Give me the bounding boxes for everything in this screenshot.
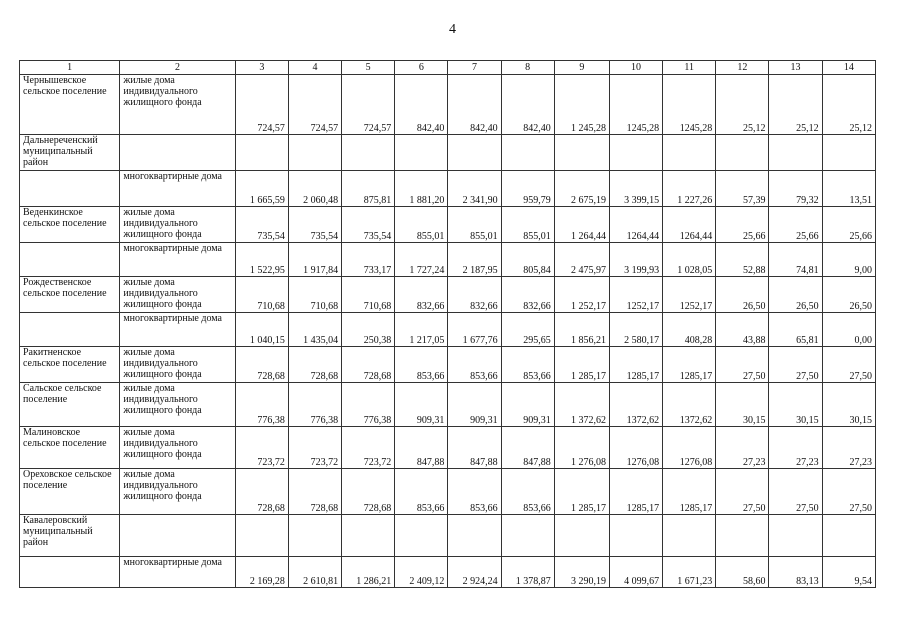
value-cell: 1 245,28 — [554, 75, 609, 135]
value-cell: 79,32 — [769, 171, 822, 207]
value-cell — [235, 515, 288, 557]
value-cell: 724,57 — [235, 75, 288, 135]
table-row — [20, 243, 876, 277]
settlement-name-cell — [20, 313, 120, 347]
value-cell: 3 399,15 — [609, 171, 662, 207]
value-cell: 776,38 — [342, 383, 395, 427]
value-cell: 2 187,95 — [448, 243, 501, 277]
settlement-name-cell — [20, 171, 120, 207]
value-cell: 9,00 — [822, 243, 875, 277]
value-cell — [554, 515, 609, 557]
value-cell: 728,68 — [235, 469, 288, 515]
value-cell: 1 028,05 — [663, 243, 716, 277]
housing-type-cell: многоквартирные дома — [120, 171, 235, 207]
housing-type-cell: многоквартирные дома — [120, 557, 235, 588]
value-cell: 710,68 — [288, 277, 341, 313]
value-cell: 2 169,28 — [235, 557, 288, 588]
value-cell: 1252,17 — [663, 277, 716, 313]
value-cell: 710,68 — [342, 277, 395, 313]
value-cell — [769, 515, 822, 557]
value-cell: 1 040,15 — [235, 313, 288, 347]
settlement-name-cell — [20, 557, 120, 588]
value-cell: 57,39 — [716, 171, 769, 207]
value-cell: 3 290,19 — [554, 557, 609, 588]
value-cell: 30,15 — [769, 383, 822, 427]
value-cell — [448, 135, 501, 171]
value-cell: 13,51 — [822, 171, 875, 207]
value-cell: 842,40 — [395, 75, 448, 135]
value-cell: 1 285,17 — [554, 347, 609, 383]
table-row — [20, 427, 876, 469]
value-cell: 1 881,20 — [395, 171, 448, 207]
table-row — [20, 515, 876, 557]
value-cell: 408,28 — [663, 313, 716, 347]
value-cell: 853,66 — [501, 347, 554, 383]
value-cell: 832,66 — [501, 277, 554, 313]
table-row — [20, 313, 876, 347]
value-cell: 27,50 — [822, 469, 875, 515]
value-cell: 1372,62 — [609, 383, 662, 427]
value-cell: 2 675,19 — [554, 171, 609, 207]
settlement-name-cell: Рождественское сельское поселение — [20, 277, 120, 313]
value-cell: 1 665,59 — [235, 171, 288, 207]
value-cell: 25,12 — [822, 75, 875, 135]
column-header: 9 — [554, 61, 609, 75]
value-cell: 728,68 — [288, 347, 341, 383]
value-cell: 842,40 — [501, 75, 554, 135]
value-cell: 295,65 — [501, 313, 554, 347]
column-header: 8 — [501, 61, 554, 75]
value-cell: 1 286,21 — [342, 557, 395, 588]
settlement-name-cell: Малиновское сельское поселение — [20, 427, 120, 469]
value-cell: 25,12 — [769, 75, 822, 135]
column-header: 13 — [769, 61, 822, 75]
settlement-name-cell: Дальнереченский муниципальный район — [20, 135, 120, 171]
column-header: 3 — [235, 61, 288, 75]
value-cell: 1 264,44 — [554, 207, 609, 243]
value-cell: 74,81 — [769, 243, 822, 277]
value-cell — [716, 135, 769, 171]
column-header: 2 — [120, 61, 235, 75]
value-cell: 1276,08 — [609, 427, 662, 469]
value-cell: 728,68 — [288, 469, 341, 515]
value-cell: 724,57 — [342, 75, 395, 135]
column-header: 10 — [609, 61, 662, 75]
value-cell: 853,66 — [448, 469, 501, 515]
page-number: 4 — [449, 22, 456, 37]
housing-type-cell: многоквартирные дома — [120, 313, 235, 347]
value-cell: 847,88 — [501, 427, 554, 469]
value-cell: 853,66 — [395, 347, 448, 383]
value-cell: 25,66 — [822, 207, 875, 243]
value-cell: 909,31 — [395, 383, 448, 427]
value-cell: 58,60 — [716, 557, 769, 588]
settlement-name-cell: Чернышевское сельское поселение — [20, 75, 120, 135]
value-cell: 2 475,97 — [554, 243, 609, 277]
value-cell: 847,88 — [448, 427, 501, 469]
column-header: 12 — [716, 61, 769, 75]
housing-type-cell: жилые дома индивидуального жилищного фонда — [120, 207, 235, 243]
column-header: 1 — [20, 61, 120, 75]
value-cell: 26,50 — [822, 277, 875, 313]
value-cell: 710,68 — [235, 277, 288, 313]
value-cell — [501, 515, 554, 557]
table-row — [20, 277, 876, 313]
value-cell: 723,72 — [235, 427, 288, 469]
value-cell: 1245,28 — [609, 75, 662, 135]
column-header: 14 — [822, 61, 875, 75]
value-cell: 1 285,17 — [554, 469, 609, 515]
value-cell: 735,54 — [235, 207, 288, 243]
value-cell: 776,38 — [235, 383, 288, 427]
value-cell: 30,15 — [716, 383, 769, 427]
value-cell: 832,66 — [395, 277, 448, 313]
value-cell: 27,23 — [716, 427, 769, 469]
housing-type-cell: жилые дома индивидуального жилищного фонда — [120, 277, 235, 313]
value-cell: 27,23 — [822, 427, 875, 469]
settlement-name-cell — [20, 243, 120, 277]
value-cell: 27,50 — [769, 347, 822, 383]
value-cell: 735,54 — [342, 207, 395, 243]
table-row — [20, 171, 876, 207]
value-cell: 1 856,21 — [554, 313, 609, 347]
housing-type-cell: многоквартирные дома — [120, 243, 235, 277]
value-cell — [342, 515, 395, 557]
value-cell: 1 217,05 — [395, 313, 448, 347]
value-cell: 1 522,95 — [235, 243, 288, 277]
value-cell: 27,50 — [716, 469, 769, 515]
value-cell — [716, 515, 769, 557]
value-cell: 1 378,87 — [501, 557, 554, 588]
value-cell: 2 610,81 — [288, 557, 341, 588]
value-cell: 65,81 — [769, 313, 822, 347]
value-cell — [663, 135, 716, 171]
value-cell: 847,88 — [395, 427, 448, 469]
value-cell: 855,01 — [448, 207, 501, 243]
value-cell: 728,68 — [342, 347, 395, 383]
value-cell: 832,66 — [448, 277, 501, 313]
value-cell: 735,54 — [288, 207, 341, 243]
value-cell: 723,72 — [288, 427, 341, 469]
value-cell: 853,66 — [501, 469, 554, 515]
table-row — [20, 135, 876, 171]
table-row — [20, 557, 876, 588]
value-cell: 1 252,17 — [554, 277, 609, 313]
value-cell: 1 435,04 — [288, 313, 341, 347]
table-row — [20, 469, 876, 515]
value-cell: 1276,08 — [663, 427, 716, 469]
value-cell: 2 580,17 — [609, 313, 662, 347]
value-cell: 27,23 — [769, 427, 822, 469]
value-cell: 1 227,26 — [663, 171, 716, 207]
value-cell: 1285,17 — [663, 469, 716, 515]
housing-type-cell: жилые дома индивидуального жилищного фонда — [120, 383, 235, 427]
settlement-name-cell: Кавалеровский муниципальный район — [20, 515, 120, 557]
value-cell: 25,66 — [716, 207, 769, 243]
settlement-name-cell: Ореховское сельское поселение — [20, 469, 120, 515]
value-cell: 733,17 — [342, 243, 395, 277]
value-cell: 25,66 — [769, 207, 822, 243]
value-cell: 805,84 — [501, 243, 554, 277]
value-cell: 250,38 — [342, 313, 395, 347]
column-header: 11 — [663, 61, 716, 75]
value-cell — [395, 135, 448, 171]
housing-type-cell: жилые дома индивидуального жилищного фонда — [120, 75, 235, 135]
value-cell: 1245,28 — [663, 75, 716, 135]
value-cell: 909,31 — [501, 383, 554, 427]
value-cell — [501, 135, 554, 171]
value-cell — [822, 515, 875, 557]
value-cell: 728,68 — [235, 347, 288, 383]
settlement-name-cell: Веденкинское сельское поселение — [20, 207, 120, 243]
value-cell: 853,66 — [395, 469, 448, 515]
value-cell: 959,79 — [501, 171, 554, 207]
value-cell: 875,81 — [342, 171, 395, 207]
value-cell: 30,15 — [822, 383, 875, 427]
value-cell: 776,38 — [288, 383, 341, 427]
table-row — [20, 383, 876, 427]
value-cell — [235, 135, 288, 171]
value-cell: 1264,44 — [609, 207, 662, 243]
value-cell — [554, 135, 609, 171]
value-cell: 1 727,24 — [395, 243, 448, 277]
value-cell: 855,01 — [395, 207, 448, 243]
settlement-name-cell: Сальское сельское поселение — [20, 383, 120, 427]
column-header: 4 — [288, 61, 341, 75]
value-cell — [342, 135, 395, 171]
value-cell: 1 372,62 — [554, 383, 609, 427]
value-cell: 728,68 — [342, 469, 395, 515]
table-row — [20, 75, 876, 135]
value-cell — [769, 135, 822, 171]
value-cell: 1 917,84 — [288, 243, 341, 277]
value-cell: 1285,17 — [663, 347, 716, 383]
value-cell: 27,50 — [716, 347, 769, 383]
value-cell: 1 671,23 — [663, 557, 716, 588]
housing-type-cell: жилые дома индивидуального жилищного фонда — [120, 427, 235, 469]
value-cell: 1372,62 — [663, 383, 716, 427]
value-cell: 52,88 — [716, 243, 769, 277]
value-cell: 853,66 — [448, 347, 501, 383]
value-cell: 2 060,48 — [288, 171, 341, 207]
settlement-name-cell: Ракитненское сельское поселение — [20, 347, 120, 383]
column-header: 7 — [448, 61, 501, 75]
value-cell: 43,88 — [716, 313, 769, 347]
value-cell: 1264,44 — [663, 207, 716, 243]
value-cell: 2 409,12 — [395, 557, 448, 588]
value-cell — [448, 515, 501, 557]
value-cell — [822, 135, 875, 171]
value-cell — [663, 515, 716, 557]
tariff-table — [19, 60, 876, 588]
value-cell: 83,13 — [769, 557, 822, 588]
housing-type-cell: жилые дома индивидуального жилищного фонда — [120, 469, 235, 515]
value-cell: 9,54 — [822, 557, 875, 588]
column-header: 5 — [342, 61, 395, 75]
value-cell — [288, 135, 341, 171]
value-cell: 27,50 — [822, 347, 875, 383]
value-cell — [609, 515, 662, 557]
value-cell: 724,57 — [288, 75, 341, 135]
table-body — [20, 75, 876, 588]
value-cell: 1 276,08 — [554, 427, 609, 469]
housing-type-cell — [120, 515, 235, 557]
value-cell — [395, 515, 448, 557]
value-cell: 1285,17 — [609, 347, 662, 383]
value-cell: 1285,17 — [609, 469, 662, 515]
value-cell: 909,31 — [448, 383, 501, 427]
column-header: 6 — [395, 61, 448, 75]
value-cell: 27,50 — [769, 469, 822, 515]
housing-type-cell: жилые дома индивидуального жилищного фонда — [120, 347, 235, 383]
table-row — [20, 347, 876, 383]
value-cell: 26,50 — [769, 277, 822, 313]
value-cell — [609, 135, 662, 171]
value-cell: 0,00 — [822, 313, 875, 347]
value-cell: 25,12 — [716, 75, 769, 135]
value-cell: 3 199,93 — [609, 243, 662, 277]
value-cell: 26,50 — [716, 277, 769, 313]
value-cell: 2 341,90 — [448, 171, 501, 207]
value-cell: 2 924,24 — [448, 557, 501, 588]
housing-type-cell — [120, 135, 235, 171]
value-cell: 4 099,67 — [609, 557, 662, 588]
value-cell: 1252,17 — [609, 277, 662, 313]
value-cell: 1 677,76 — [448, 313, 501, 347]
value-cell: 855,01 — [501, 207, 554, 243]
value-cell: 723,72 — [342, 427, 395, 469]
table-row — [20, 207, 876, 243]
header-row — [20, 61, 876, 75]
value-cell: 842,40 — [448, 75, 501, 135]
value-cell — [288, 515, 341, 557]
